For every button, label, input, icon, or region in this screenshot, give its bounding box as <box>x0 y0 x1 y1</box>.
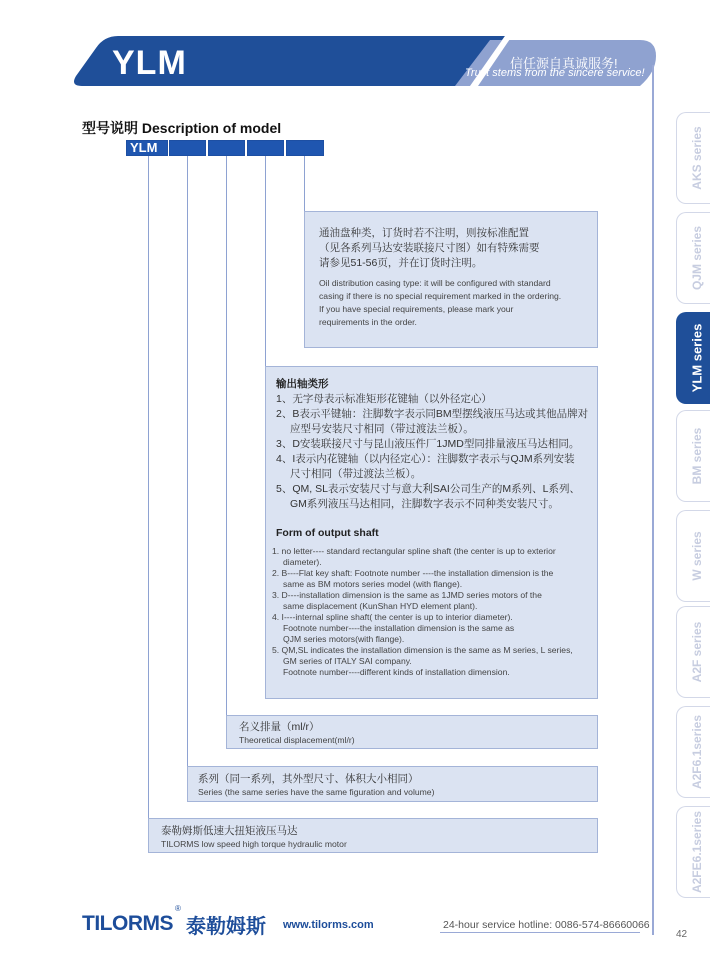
tab-a2f61-series[interactable] <box>676 706 710 798</box>
product-cn: 泰勒姆斯低速大扭矩液压马达 <box>161 825 298 837</box>
tab-label: A2F6.1series <box>689 714 704 790</box>
code-box-oil <box>286 140 324 156</box>
code-box-displacement <box>208 140 245 156</box>
oil-casing-box <box>304 211 598 348</box>
tab-label: AKS series <box>689 126 704 190</box>
tab-label: W series <box>689 531 704 581</box>
series-box <box>187 766 598 802</box>
shaft-cn-item: 4、I表示内花键轴（以内径定心）：注脚数字表示与QJM系列安装 <box>276 453 575 465</box>
tab-label: BM series <box>689 427 704 485</box>
brand-logo: TILORMS <box>82 912 173 935</box>
tab-a2f-series[interactable] <box>676 606 710 698</box>
section-title: 型号说明 Description of model <box>82 120 282 136</box>
oil-en-line: casing if there is no special requirement marked in the ordering. <box>319 291 562 301</box>
tab-a2fe61-series[interactable] <box>676 806 710 898</box>
oil-cn-line: （见各系列马达安装联接尺寸图）如有特殊需要 <box>319 242 540 254</box>
tab-w-series[interactable] <box>676 510 710 602</box>
header-banner <box>0 0 710 100</box>
tab-ylm-series[interactable] <box>676 312 710 404</box>
website-link[interactable]: www.tilorms.com <box>283 919 374 931</box>
shaft-en-item: 3. D----installation dimension is the same as 1JMD series motors of the <box>272 590 542 600</box>
header-title: YLM <box>112 44 187 82</box>
tab-label: A2F series <box>689 621 704 683</box>
shaft-cn-item: 1、无字母表示标准矩形花键轴（以外径定心） <box>276 393 492 405</box>
tab-aks-series[interactable] <box>676 112 710 204</box>
oil-cn-line: 通油盘种类，订货时若不注明，则按标准配置 <box>319 227 529 239</box>
tagline-en: Trust stems from the sincere service! <box>465 67 645 79</box>
tab-label: YLM series <box>689 323 704 393</box>
connector-product <box>148 156 149 824</box>
connector-shaft <box>265 156 266 368</box>
tab-label: QJM series <box>689 225 704 291</box>
displacement-en: Theoretical displacement(ml/r) <box>239 735 355 745</box>
footer-divider <box>440 932 640 933</box>
connector-oil <box>304 156 305 214</box>
shaft-en-item: 2. B----Flat key shaft: Footnote number ----the installation dimension is the <box>272 568 554 578</box>
shaft-en-item: QJM series motors(with flange). <box>283 634 405 644</box>
oil-cn-line: 请参见51-56页，并在订货时注明。 <box>319 257 483 269</box>
code-box-series <box>169 140 206 156</box>
oil-en-line: If you have special requirements, please mark your <box>319 304 514 314</box>
product-en: TILORMS low speed high torque hydraulic motor <box>161 839 347 849</box>
connector-displacement <box>226 156 227 731</box>
shaft-cn-item: 尺寸相同（带过渡法兰板）。 <box>290 468 422 480</box>
shaft-en-item: Footnote number----different kinds of installation dimension. <box>283 667 510 677</box>
product-box <box>148 818 598 853</box>
shaft-cn-item: 5、QM, SL表示安装尺寸与意大利SAI公司生产的M系列、L系列、 <box>276 483 580 495</box>
connector-series <box>187 156 188 773</box>
tab-qjm-series[interactable] <box>676 212 710 304</box>
shaft-en-item: diameter). <box>283 557 322 567</box>
side-divider <box>652 65 654 935</box>
shaft-cn-item: GM系列液压马达相同，注脚数字表示不同种类安装尺寸。 <box>290 498 559 510</box>
series-cn: 系列（同一系列，其外型尺寸、体积大小相同） <box>198 773 419 785</box>
shaft-en-item: 4. I----internal spline shaft( the center is up to interior diameter). <box>272 612 513 622</box>
displacement-cn: 名义排量（ml/r） <box>239 721 320 733</box>
shaft-en-item: same as BM motors series model (with flange). <box>283 579 463 589</box>
output-shaft-box <box>265 366 598 699</box>
registered-mark: ® <box>175 904 181 913</box>
oil-en-line: requirements in the order. <box>319 317 417 327</box>
displacement-box <box>226 715 598 749</box>
oil-en-line: Oil distribution casing type: it will be configured with standard <box>319 278 551 288</box>
series-en: Series (the same series have the same figuration and volume) <box>198 787 435 797</box>
service-hotline: 24-hour service hotline: 0086-574-86660066 <box>443 919 650 931</box>
code-label: YLM <box>130 140 158 155</box>
shaft-cn-title: 输出轴类形 <box>276 378 329 390</box>
shaft-cn-item: 应型号安装尺寸相同（带过渡法兰板）。 <box>290 423 474 435</box>
shaft-en-item: Footnote number----the installation dimension is the same as <box>283 623 515 633</box>
tagline-cn: 信任源自真诚服务! <box>510 56 618 71</box>
shaft-en-item: 1. no letter---- standard rectangular spline shaft (the center is up to exterior <box>272 546 556 556</box>
code-box-shaft <box>247 140 284 156</box>
shaft-en-title: Form of output shaft <box>276 527 379 539</box>
shaft-en-item: GM series of ITALY SAI company. <box>283 656 412 666</box>
tab-label: A2FE6.1series <box>689 810 704 894</box>
shaft-en-item: 5. QM,SL indicates the installation dimension is the same as M series, L series, <box>272 645 573 655</box>
shaft-cn-item: 2、B表示平键轴：注脚数字表示同BM型摆线液压马达或其他品牌对 <box>276 408 589 420</box>
brand-logo-cn: 泰勒姆斯 <box>186 916 266 938</box>
tab-bm-series[interactable] <box>676 410 710 502</box>
page-number: 42 <box>676 929 688 940</box>
shaft-cn-item: 3、D安装联接尺寸与昆山液压件厂1JMD型同排量液压马达相同。 <box>276 438 580 450</box>
shaft-en-item: same displacement (KunShan HYD element plant). <box>283 601 478 611</box>
